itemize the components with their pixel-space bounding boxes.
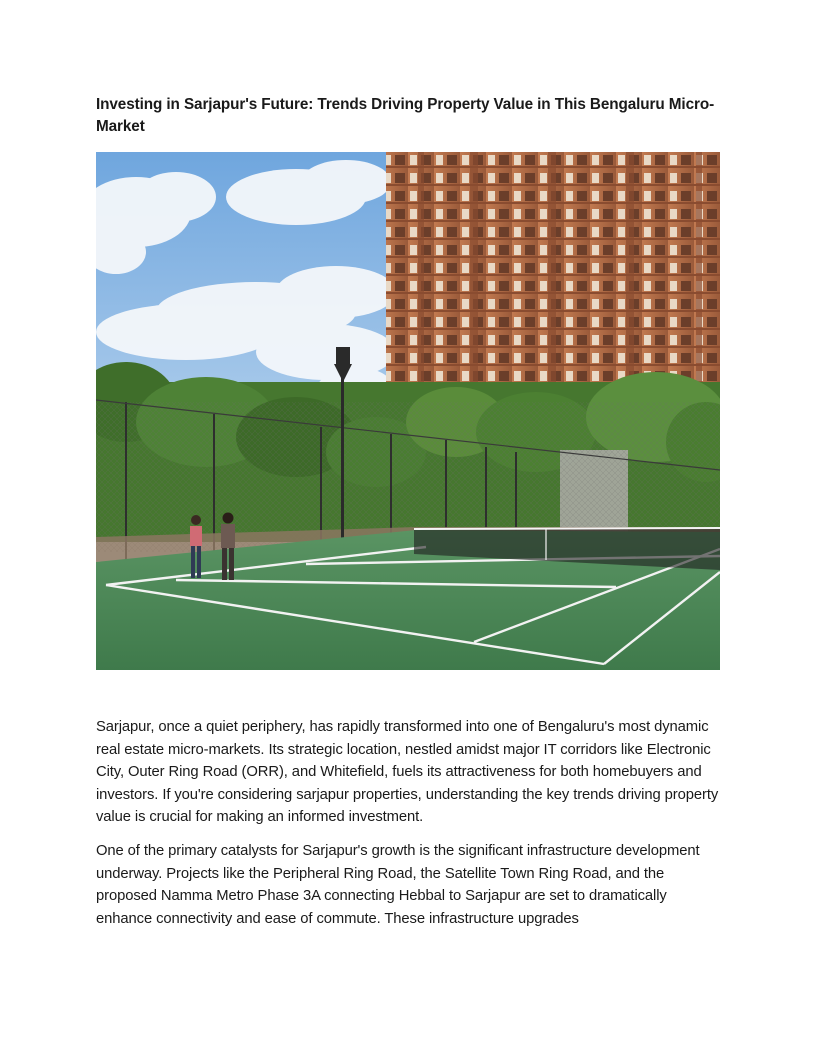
tennis-court-apartment-photo: [96, 152, 720, 670]
article-title: Investing in Sarjapur's Future: Trends Driving Property Value in This Bengaluru Micro-Market: [96, 96, 715, 135]
document-page: [96, 94, 720, 941]
light-pole: [341, 372, 344, 552]
article-body: [96, 716, 720, 930]
article-image: [96, 152, 720, 670]
paragraph-2: One of the primary catalysts for Sarjapur's growth is the significant infrastructure development underway. Projects like the Peripheral Ring Road, the Satellite Town Ring Road, and the proposed Namma Metro Phase 3A connecting Hebbal to Sarjapur are set to dramatically enhance connectivity and ease of commute. These infrastructure upgrades: [96, 842, 700, 927]
paragraph-1: Sarjapur, once a quiet periphery, has rapidly transformed into one of Bengaluru's most dynamic real estate micro-markets. Its strategic location, nestled amidst major IT corridors like Electronic City, Outer Ring Road (ORR), and Whitefield, fuels its attractiveness for both homebuyers and investors. If you're considering sarjapur properties, understanding the key trends driving property value is crucial for making an informed investment.: [96, 719, 719, 826]
